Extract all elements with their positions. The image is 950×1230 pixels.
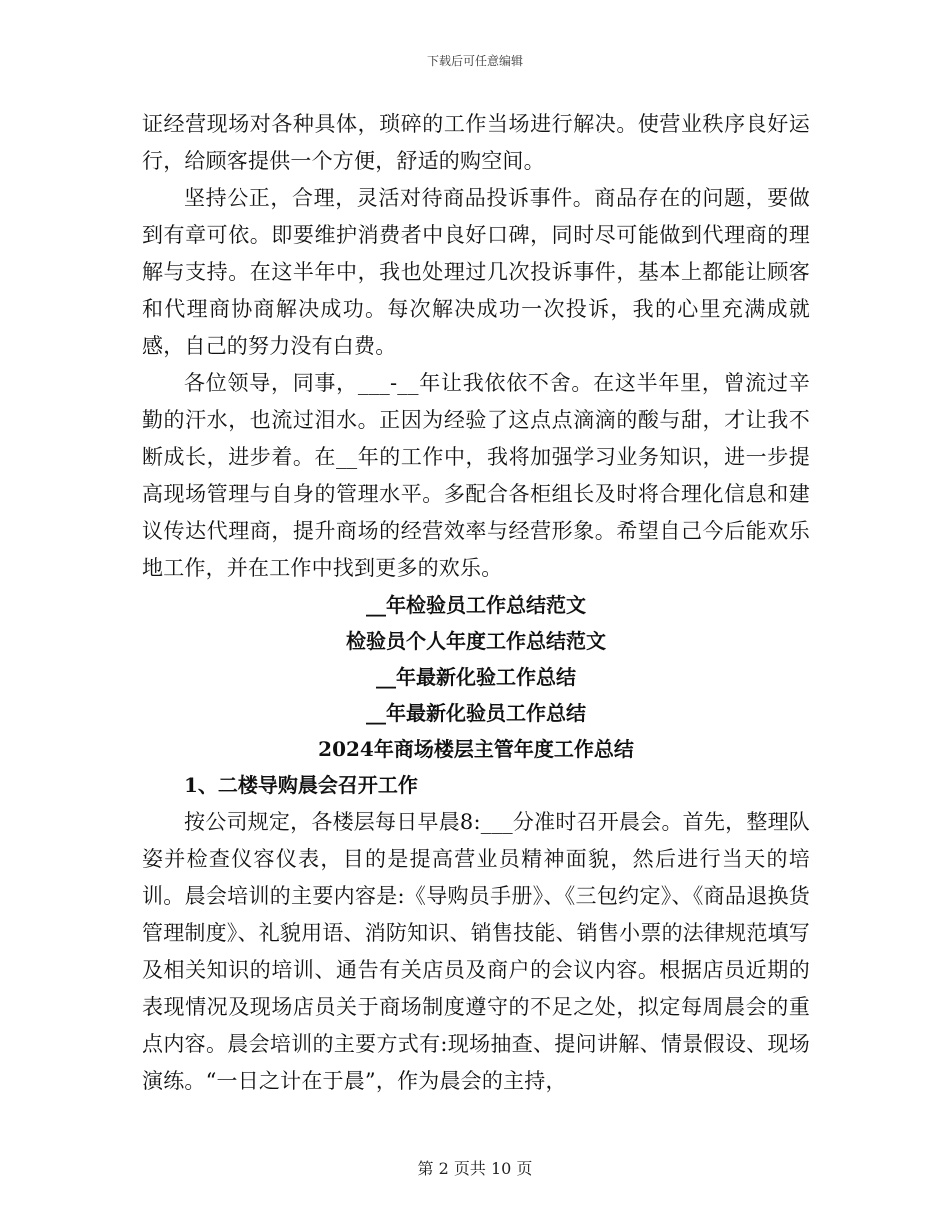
paragraph-closing: 各位领导，同事，___-__年让我依依不舍。在这半年里，曾流过辛勤的汗水，也流过泪水。正因为经验了这点点滴滴的酸与甜，才让我不断成长，进步着。在__年的工作中，我将加强学习业务知识，进一步提高现场管理与自身的管理水平。多配合各柜组长及时将合理化信息和建议传达代理商，提升商场的经营效率与经营形象。希望自己今后能欢乐地工作，并在工作中找到更多的欢乐。 (142, 371, 810, 580)
header-note: 下载后可任意编辑 (426, 54, 523, 68)
paragraph-morning-meeting: 按公司规定，各楼层每日早晨8:___分准时召开晨会。首先，整理队姿并检查仪容仪表，目的是提高营业员精神面貌，然后进行当天的培训。晨会培训的主要内容是:《导购员手册》、《三包约定》、《商品退换货管理制度》、礼貌用语、消防知识、销售技能、销售小票的法律规范填写及相关知识的培训、通告有关店员及商户的会议内容。根据店员近期的表现情况及现场店员关于商场制度遵守的不足之处，拟定每周晨会的重点内容。晨会培训的主要方式有:现场抽查、提问讲解、情景假设、现场演练。“一日之计在于晨”，作为晨会的主持， (142, 810, 810, 1093)
paragraph-continuation: 证经营现场对各种具体，琐碎的工作当场进行解决。使营业秩序良好运行，给顾客提供一个方便，舒适的购空间。 (142, 112, 810, 173)
related-title-3: __年最新化验工作总结 (376, 665, 576, 689)
document-body (142, 106, 810, 1100)
paragraph-complaints: 坚持公正，合理，灵活对待商品投诉事件。商品存在的问题，要做到有章可依。即要维护消费者中良好口碑，同时尽可能做到代理商的理解与支持。在这半年中，我也处理过几次投诉事件，基本上都能让顾客和代理商协商解决成功。每次解决成功一次投诉，我的心里充满成就感，自己的努力没有白费。 (142, 186, 810, 358)
related-title-2: 检验员个人年度工作总结范文 (346, 629, 606, 653)
related-title-4: __年最新化验员工作总结 (366, 701, 586, 725)
section-title: 2024年商场楼层主管年度工作总结 (318, 737, 634, 761)
page-number: 第 2 页共 10 页 (417, 1159, 533, 1178)
subsection-heading: 1、二楼导购晨会召开工作 (184, 773, 418, 797)
related-title-1: __年检验员工作总结范文 (366, 593, 586, 617)
